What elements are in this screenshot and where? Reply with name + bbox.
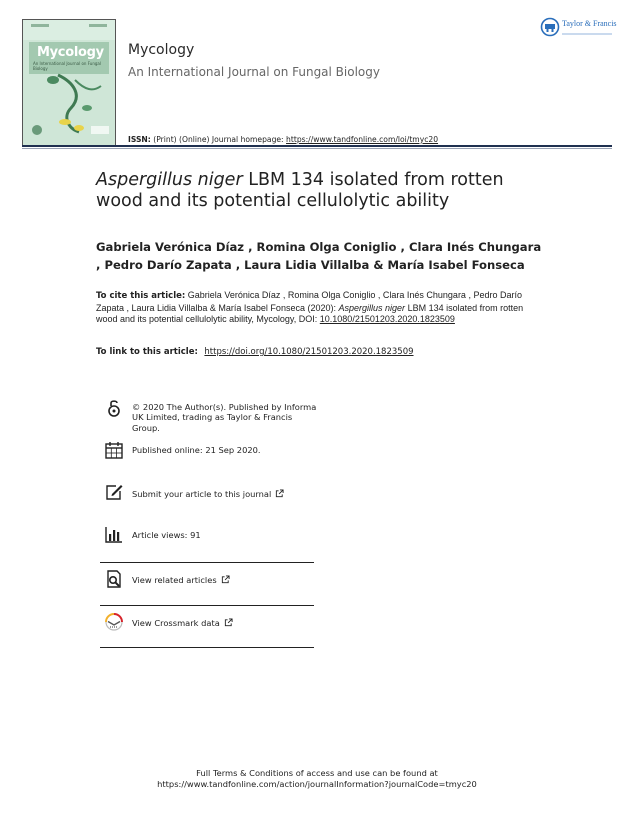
cite-doi-link[interactable]: 10.1080/21501203.2020.1823509 [319,314,455,325]
related-articles-link[interactable] [132,575,230,585]
citation-block [96,290,526,326]
open-access-icon [104,398,124,418]
related-articles-label: View related articles [132,575,217,585]
published-date: Published online: 21 Sep 2020. [132,445,261,455]
article-doi-link[interactable]: https://doi.org/10.1080/21501203.2020.1823509 [204,347,414,357]
crossmark-icon[interactable] [104,612,124,632]
footer-terms-link[interactable]: https://www.tandfonline.com/action/journalInformation?journalCode=tmyc20 [157,779,477,789]
issn-text: (Print) (Online) Journal homepage: [153,135,284,144]
submit-article-link[interactable] [132,489,284,499]
article-views: Article views: 91 [132,530,201,540]
external-link-icon [275,489,284,498]
bar-chart-icon [104,524,124,544]
footer-terms-text: Full Terms & Conditions of access and use can be found at [196,768,438,778]
cite-italic: Aspergillus niger [338,302,406,313]
footer [0,768,634,790]
search-document-icon[interactable] [104,569,124,589]
external-link-icon [221,575,230,584]
header-divider-thin [22,148,612,149]
submit-article-label: Submit your article to this journal [132,489,272,499]
calendar-icon [104,440,124,460]
edit-icon[interactable] [104,482,124,502]
info-divider [100,562,314,563]
article-title [96,170,536,212]
header-divider [22,145,612,147]
issn-label: ISSN: [128,135,151,144]
cover-subtitle: An International Journal on Fungal Biology [33,61,101,71]
article-link-line [96,346,414,357]
publisher-logo[interactable] [540,17,617,39]
cover-title: Mycology [37,45,104,60]
article-title-rest: LBM 134 isolated from rotten wood and its potential cellulolytic ability [96,170,504,211]
license-text: © 2020 The Author(s). Published by Informa UK Limited, trading as Taylor & Francis Group. [132,402,317,433]
external-link-icon [224,618,233,627]
issn-line [128,135,438,144]
link-label: To link to this article: [96,347,198,357]
publisher-logo-text: Taylor & Francis [562,19,617,28]
cite-label: To cite this article: [96,291,186,301]
info-divider [100,605,314,606]
crossmark-label: View Crossmark data [132,618,220,628]
cite-text: Gabriela Verónica Díaz , Romina Olga Coniglio , Clara Inés Chungara , Pedro Darío Zapata , Laura Lidia Villalba & María Isabel Fonseca (2020): [96,290,522,313]
article-title-italic: Aspergillus niger [96,170,243,190]
journal-cover-image [22,19,116,146]
journal-homepage-link[interactable]: https://www.tandfonline.com/loi/tmyc20 [286,135,439,144]
journal-name[interactable]: Mycology [128,42,195,58]
cite-rest: LBM 134 isolated from rotten wood and its potential cellulolytic ability, Mycology, DOI: [96,302,524,325]
journal-subtitle: An International Journal on Fungal Biology [128,65,380,79]
crossmark-link[interactable] [132,618,233,628]
info-divider [100,647,314,648]
article-authors: Gabriela Verónica Díaz , Romina Olga Coniglio , Clara Inés Chungara , Pedro Darío Zapata , Laura Lidia Villalba & María Isabel Fonseca [96,240,542,272]
